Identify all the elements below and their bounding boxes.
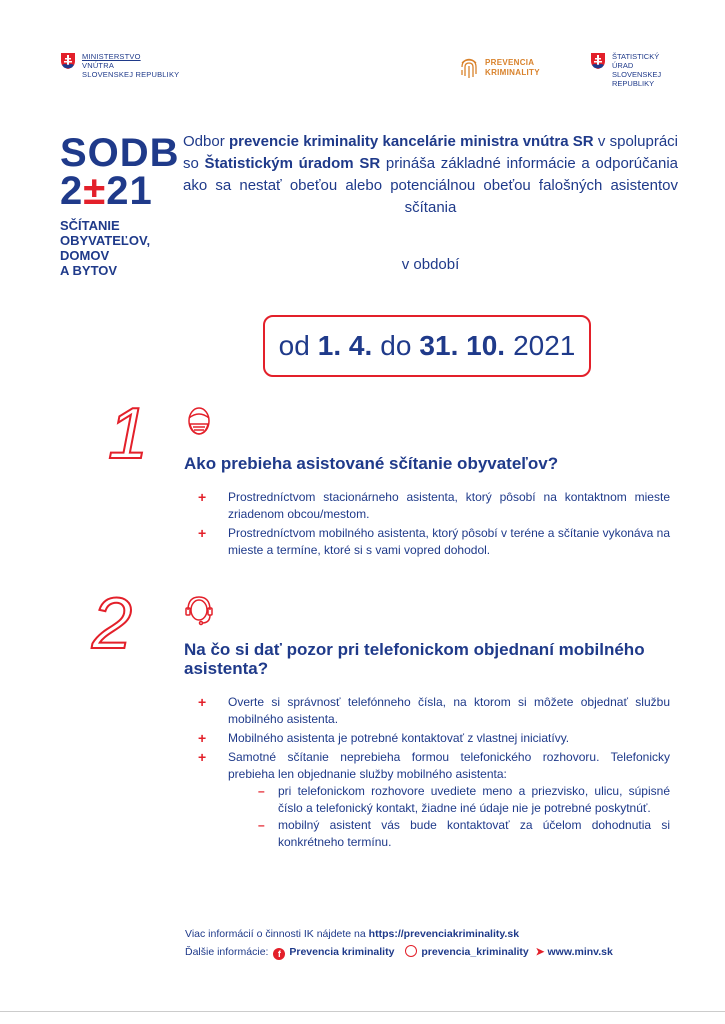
footer [185, 925, 613, 961]
census-logo-subtitle: SČÍTANIE OBYVATEĽOV, DOMOV A BYTOV [60, 218, 151, 278]
plus-bullet-icon: + [198, 489, 207, 505]
section-1-question: Ako prebieha asistované sčítanie obyvateľov? [184, 454, 559, 473]
intro-paragraph: Odbor prevencie kriminality kancelárie ministra vnútra SR v spolupráci so Štatistickým úradom SR prináša základné informácie a odporúčania ako sa nestať obeťou alebo potenciálnou obeťou falošných asistentov sčítania [183, 133, 678, 216]
website-link[interactable]: https://prevenciakriminality.sk [368, 928, 520, 940]
plus-bullet-icon: + [198, 749, 207, 765]
statistics-office-name: ŠTATISTICKÝ ÚRAD SLOVENSKEJ REPUBLIKY [612, 52, 662, 88]
face-mask-icon [184, 404, 214, 440]
section-2-list [198, 694, 670, 853]
sub-list-item: – pri telefonickom rozhovore uvediete meno a priezvisko, ulicu, súpisné číslo a telefonický kontakt, žiadne iné údaje nie je potrebné poskytnúť. [258, 784, 670, 815]
facebook-icon: f [273, 948, 285, 960]
list-item: + Mobilného asistenta je potrebné kontaktovať z vlastnej iniciatívy. [198, 730, 570, 746]
list-item: + Prostredníctvom mobilného asistenta, ktorý pôsobí v teréne a sčítanie vykonáva na mieste a termíne, ktoré si s vami vopred dohodol. [198, 525, 670, 557]
fingerprint-icon [459, 56, 479, 80]
slovak-coat-of-arms-icon [60, 52, 76, 70]
dash-bullet-icon: – [258, 818, 265, 832]
plus-bullet-icon: + [198, 694, 207, 710]
date-range-box: od 1. 4. do 31. 10. 2021 [263, 315, 591, 377]
instagram-link[interactable]: prevencia_kriminality [421, 946, 529, 958]
list-item: + Prostredníctvom stacionárneho asistenta, ktorý pôsobí na kontaktnom mieste zriadenom obcou/mestom. [198, 489, 670, 521]
census-logo-title: SODB [60, 131, 180, 175]
section-2-question: Na čo si dať pozor pri telefonickom objednaní mobilného asistenta? [184, 640, 645, 678]
census-logo [60, 131, 180, 278]
section-number-2: 2 [92, 584, 133, 664]
instagram-icon [405, 945, 417, 957]
period-label: v období [401, 256, 460, 273]
facebook-link[interactable]: Prevencia kriminality [289, 946, 395, 958]
dash-bullet-icon: – [258, 784, 265, 798]
sub-list-item: – mobilný asistent vás bude kontaktovať za účelom dohodnutia si konkrétneho termínu. [258, 818, 670, 849]
plus-bullet-icon: + [198, 730, 207, 746]
footer-more-info: Viac informácií o činnosti IK nájdete na https://prevenciakriminality.sk [185, 928, 520, 940]
statistics-office-logo [590, 52, 661, 88]
list-item: + Samotné sčítanie neprebieha formou telefonického rozhovoru. Telefonicky prebieha len objednanie služby mobilného asistenta: – pri telefonickom rozhovore uvediete meno a priezvisko, ulicu, súpisné číslo a telefonický kontakt, žiadne iné údaje nie je potrebné poskytnúť. – mobilný asistent vás bude kontaktovať za účelom dohodnutia si konkrétneho termínu. [198, 749, 670, 849]
section-1-list [198, 489, 670, 561]
cursor-icon: ➤ [535, 946, 545, 958]
ministry-logo [60, 52, 179, 79]
headset-operator-icon [184, 594, 214, 628]
section-number-1: 1 [108, 394, 149, 474]
plus-bullet-icon: + [198, 525, 207, 541]
prevention-logo: PREVENCIA KRIMINALITY [459, 56, 540, 80]
census-logo-year: 2±21 [60, 169, 153, 213]
page-edge-divider [0, 1011, 725, 1012]
slovak-coat-of-arms-icon [590, 52, 606, 70]
web-link[interactable]: www.minv.sk [547, 946, 613, 958]
ministry-name: MINISTERSTVO VNÚTRA SLOVENSKEJ REPUBLIKY [82, 52, 180, 79]
footer-social: Ďalšie informácie: f Prevencia kriminality prevencia_kriminality ➤ www.minv.sk [185, 946, 613, 959]
list-item: + Overte si správnosť telefónneho čísla, na ktorom si môžete objednať službu mobilného asistenta. [198, 694, 670, 726]
